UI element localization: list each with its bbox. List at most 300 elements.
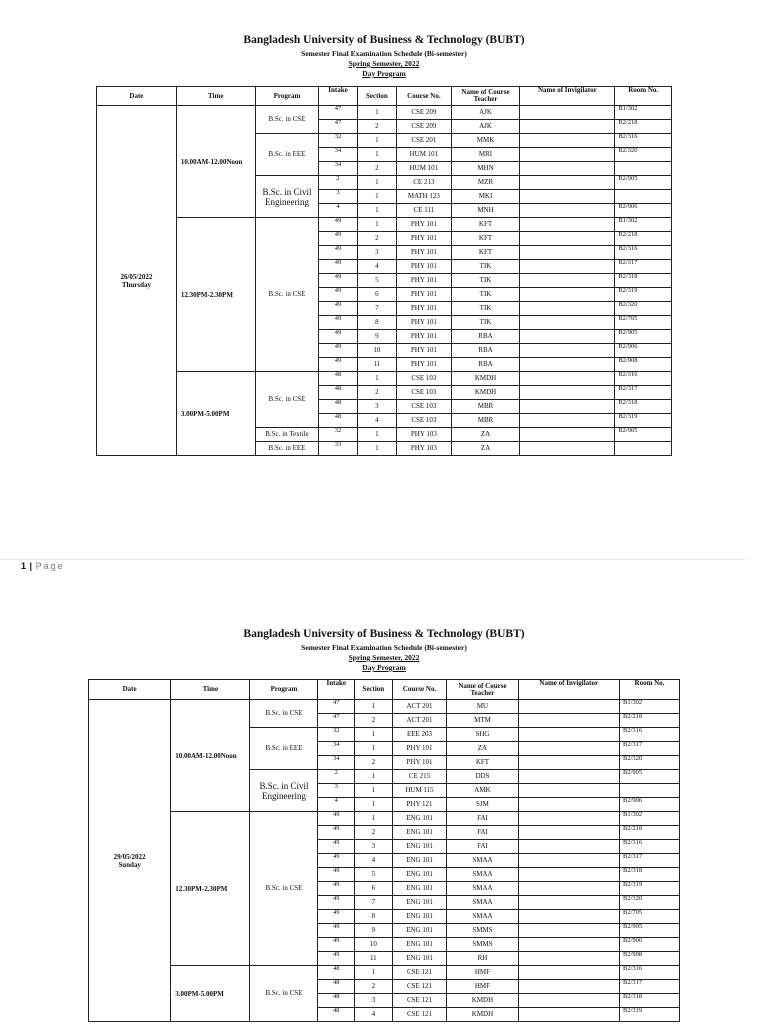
exam-day: Sunday: [118, 860, 141, 869]
page-footer: [21, 561, 65, 571]
program-cell: B.Sc. in CSE: [255, 106, 319, 134]
semester-label: Spring Semester, 2022: [348, 653, 420, 662]
invigilator-cell: [520, 120, 615, 134]
intake-cell: 48: [318, 966, 355, 980]
invigilator-cell: [518, 896, 620, 910]
room-cell: B2/320: [615, 148, 672, 162]
program-cell: B.Sc. in CSE: [250, 966, 318, 1022]
intake-cell: 32: [319, 134, 357, 148]
teacher-cell: KMDH: [447, 994, 518, 1008]
intake-cell: 49: [319, 344, 357, 358]
intake-cell: 49: [318, 826, 355, 840]
invigilator-cell: [520, 316, 615, 330]
table-row: [89, 812, 680, 826]
section-cell: 1: [355, 728, 393, 742]
col-header-course: Course No.: [397, 87, 452, 106]
invigilator-cell: [518, 840, 620, 854]
teacher-cell: SJM: [447, 798, 518, 812]
exam-time-slot: 12.30PM-2.30PM: [176, 218, 255, 372]
section-cell: 3: [357, 246, 396, 260]
page-label: Page: [35, 561, 65, 571]
intake-cell: 47: [319, 106, 357, 120]
course-no-cell: CSE 103: [397, 372, 452, 386]
room-cell: B2/906: [620, 798, 680, 812]
section-cell: 1: [357, 190, 396, 204]
intake-cell: 48: [318, 1008, 355, 1022]
table-row: [97, 218, 672, 232]
course-no-cell: CE 111: [397, 204, 452, 218]
room-cell: B2/320: [615, 302, 672, 316]
course-no-cell: PHY 101: [397, 344, 452, 358]
teacher-cell: SMAA: [447, 882, 518, 896]
intake-cell: 48: [319, 414, 357, 428]
course-no-cell: CSE 121: [392, 980, 447, 994]
invigilator-cell: [518, 966, 620, 980]
invigilator-cell: [518, 714, 620, 728]
teacher-cell: SMAA: [447, 868, 518, 882]
intake-cell: 49: [318, 938, 355, 952]
section-cell: 4: [357, 260, 396, 274]
course-no-cell: ENG 101: [392, 882, 447, 896]
program-cell: B.Sc. in CSE: [255, 218, 319, 372]
intake-cell: 49: [318, 896, 355, 910]
intake-cell: 49: [319, 330, 357, 344]
intake-cell: 49: [318, 910, 355, 924]
exam-time-slot: 10.00AM-12.00Noon: [171, 700, 250, 812]
program-cell: B.Sc. in EEE: [250, 728, 318, 770]
teacher-cell: SHG: [447, 728, 518, 742]
invigilator-cell: [520, 442, 615, 456]
intake-cell: 49: [319, 246, 357, 260]
program-cell: B.Sc. in Civil Engineering: [250, 770, 318, 812]
course-no-cell: PHY 101: [397, 330, 452, 344]
teacher-cell: ZA: [451, 428, 520, 442]
course-no-cell: CE 213: [397, 176, 452, 190]
room-cell: B2/316: [620, 966, 680, 980]
invigilator-cell: [518, 826, 620, 840]
invigilator-cell: [520, 400, 615, 414]
room-cell: B1/302: [620, 700, 680, 714]
course-no-cell: ENG 101: [392, 854, 447, 868]
teacher-cell: KFT: [447, 756, 518, 770]
invigilator-cell: [520, 218, 615, 232]
table-row: [97, 372, 672, 386]
teacher-cell: KFT: [451, 232, 520, 246]
room-cell: B2/218: [615, 120, 672, 134]
program-cell: B.Sc. in CSE: [250, 812, 318, 966]
teacher-cell: TIK: [451, 274, 520, 288]
invigilator-cell: [520, 204, 615, 218]
intake-cell: 49: [319, 316, 357, 330]
teacher-cell: MMK: [451, 134, 520, 148]
course-no-cell: CSE 201: [397, 134, 452, 148]
course-no-cell: ENG 101: [392, 826, 447, 840]
intake-cell: 49: [319, 288, 357, 302]
intake-cell: 2: [319, 176, 357, 190]
room-cell: B2/320: [620, 896, 680, 910]
col-header-date: Date: [97, 87, 177, 106]
program-cell: B.Sc. in CSE: [255, 372, 319, 428]
intake-cell: 34: [318, 756, 355, 770]
section-cell: 1: [355, 784, 393, 798]
intake-cell: 48: [319, 372, 357, 386]
intake-cell: 48: [319, 386, 357, 400]
section-cell: 9: [357, 330, 396, 344]
room-cell: B2/906: [615, 204, 672, 218]
room-cell: B2/218: [615, 232, 672, 246]
teacher-cell: MRI: [451, 148, 520, 162]
course-no-cell: CSE 209: [397, 120, 452, 134]
section-cell: 5: [357, 274, 396, 288]
section-cell: 3: [357, 400, 396, 414]
course-no-cell: PHY 101: [397, 246, 452, 260]
section-cell: 11: [355, 952, 393, 966]
intake-cell: 49: [318, 812, 355, 826]
invigilator-cell: [518, 952, 620, 966]
course-no-cell: ENG 101: [392, 938, 447, 952]
course-no-cell: EEE 203: [392, 728, 447, 742]
intake-cell: 49: [319, 260, 357, 274]
room-cell: B2/317: [620, 742, 680, 756]
col-header-room: Room No.: [620, 680, 680, 700]
room-cell: B1/302: [620, 812, 680, 826]
room-cell: [615, 190, 672, 204]
teacher-cell: MZR: [451, 176, 520, 190]
teacher-cell: FAI: [447, 840, 518, 854]
teacher-cell: KMDH: [447, 1008, 518, 1022]
col-header-intake: Intake: [319, 87, 357, 106]
col-header-course: Course No.: [392, 680, 447, 700]
intake-cell: 49: [319, 358, 357, 372]
course-no-cell: ENG 101: [392, 812, 447, 826]
intake-cell: 49: [319, 302, 357, 316]
exam-date: 26/05/2022: [120, 272, 153, 281]
teacher-cell: TIK: [451, 260, 520, 274]
invigilator-cell: [518, 1008, 620, 1022]
invigilator-cell: [518, 980, 620, 994]
section-cell: 2: [355, 980, 393, 994]
teacher-cell: SMAA: [447, 896, 518, 910]
course-no-cell: CSE 121: [392, 966, 447, 980]
program-label: Day Program: [362, 69, 406, 78]
teacher-cell: SMAA: [447, 854, 518, 868]
room-cell: B2/908: [620, 952, 680, 966]
section-cell: 2: [357, 232, 396, 246]
section-cell: 11: [357, 358, 396, 372]
room-cell: B1/302: [615, 106, 672, 120]
section-cell: 8: [355, 910, 393, 924]
teacher-cell: AJK: [451, 106, 520, 120]
university-title: Bangladesh University of Business & Technology (BUBT): [243, 34, 525, 46]
room-cell: B2/316: [615, 246, 672, 260]
intake-cell: 49: [319, 218, 357, 232]
room-cell: B2/316: [620, 728, 680, 742]
room-cell: B2/317: [620, 980, 680, 994]
invigilator-cell: [520, 414, 615, 428]
room-cell: B2/316: [620, 840, 680, 854]
invigilator-cell: [518, 910, 620, 924]
section-cell: 10: [355, 938, 393, 952]
course-no-cell: ENG 101: [392, 868, 447, 882]
intake-cell: 47: [319, 120, 357, 134]
program-cell: B.Sc. in CSE: [250, 700, 318, 728]
invigilator-cell: [520, 134, 615, 148]
col-header-program: Program: [255, 87, 319, 106]
exam-date: 29/05/2022: [113, 852, 146, 861]
section-cell: 2: [357, 162, 396, 176]
teacher-cell: HMF: [447, 966, 518, 980]
room-cell: B2/905: [615, 330, 672, 344]
exam-time-slot: 10.00AM-12.00Noon: [176, 106, 255, 218]
course-no-cell: ENG 101: [392, 952, 447, 966]
section-cell: 2: [357, 386, 396, 400]
teacher-cell: AMK: [447, 784, 518, 798]
room-cell: B2/905: [620, 924, 680, 938]
section-cell: 1: [357, 204, 396, 218]
course-no-cell: PHY 101: [397, 232, 452, 246]
intake-cell: 49: [318, 952, 355, 966]
invigilator-cell: [520, 330, 615, 344]
room-cell: B2/316: [615, 372, 672, 386]
intake-cell: 48: [319, 400, 357, 414]
section-cell: 2: [355, 826, 393, 840]
invigilator-cell: [520, 176, 615, 190]
room-cell: B2/218: [620, 714, 680, 728]
room-cell: B2/318: [615, 274, 672, 288]
invigilator-cell: [518, 728, 620, 742]
invigilator-cell: [518, 784, 620, 798]
intake-cell: 3: [318, 784, 355, 798]
col-header-section: Section: [355, 680, 393, 700]
invigilator-cell: [518, 742, 620, 756]
room-cell: B2/705: [620, 910, 680, 924]
section-cell: 1: [357, 218, 396, 232]
invigilator-cell: [518, 756, 620, 770]
course-no-cell: HUM 115: [392, 784, 447, 798]
invigilator-cell: [520, 274, 615, 288]
room-cell: B2/317: [615, 260, 672, 274]
teacher-cell: MBR: [451, 400, 520, 414]
invigilator-cell: [520, 260, 615, 274]
teacher-cell: KFT: [451, 246, 520, 260]
intake-cell: 49: [318, 854, 355, 868]
room-cell: B2/218: [620, 826, 680, 840]
col-header-teacher: Name of Course Teacher: [451, 87, 520, 106]
exam-time-slot: 12.30PM-2.30PM: [171, 812, 250, 966]
section-cell: 8: [357, 316, 396, 330]
intake-cell: 34: [319, 162, 357, 176]
course-no-cell: ACT 201: [392, 714, 447, 728]
section-cell: 2: [357, 120, 396, 134]
course-no-cell: ENG 101: [392, 896, 447, 910]
intake-cell: 48: [318, 980, 355, 994]
section-cell: 1: [355, 700, 393, 714]
col-header-date: Date: [89, 680, 171, 700]
teacher-cell: HMF: [447, 980, 518, 994]
course-no-cell: ENG 101: [392, 840, 447, 854]
invigilator-cell: [520, 106, 615, 120]
teacher-cell: TIK: [451, 288, 520, 302]
section-cell: 1: [357, 442, 396, 456]
room-cell: B2/319: [620, 1008, 680, 1022]
invigilator-cell: [520, 358, 615, 372]
intake-cell: 49: [318, 924, 355, 938]
course-no-cell: CSE 103: [397, 400, 452, 414]
program-cell: B.Sc. in Textile: [255, 428, 319, 442]
col-header-program: Program: [250, 680, 318, 700]
teacher-cell: MU: [447, 700, 518, 714]
course-no-cell: PHY 101: [397, 288, 452, 302]
room-cell: B2/908: [615, 358, 672, 372]
section-cell: 4: [355, 1008, 393, 1022]
section-cell: 1: [357, 428, 396, 442]
course-no-cell: PHY 121: [392, 798, 447, 812]
invigilator-cell: [518, 938, 620, 952]
program-cell: B.Sc. in EEE: [255, 134, 319, 176]
table-header-row: [97, 87, 672, 106]
teacher-cell: ZA: [451, 442, 520, 456]
room-cell: B2/320: [620, 756, 680, 770]
section-cell: 1: [357, 134, 396, 148]
col-header-teacher: Name of Course Teacher: [447, 680, 518, 700]
teacher-cell: AJK: [451, 120, 520, 134]
room-cell: B1/302: [615, 218, 672, 232]
invigilator-cell: [518, 700, 620, 714]
section-cell: 7: [357, 302, 396, 316]
section-cell: 1: [357, 148, 396, 162]
intake-cell: 4: [318, 798, 355, 812]
course-no-cell: ENG 101: [392, 924, 447, 938]
page-footer-rule: [0, 559, 745, 560]
teacher-cell: FAI: [447, 826, 518, 840]
intake-cell: 32: [319, 428, 357, 442]
col-header-invigilator: Name of Invigilator: [518, 680, 620, 700]
room-cell: [620, 784, 680, 798]
invigilator-cell: [520, 190, 615, 204]
teacher-cell: KFT: [451, 218, 520, 232]
section-cell: 5: [355, 868, 393, 882]
col-header-section: Section: [357, 87, 396, 106]
intake-cell: 49: [319, 232, 357, 246]
intake-cell: 47: [318, 700, 355, 714]
room-cell: B2/318: [620, 868, 680, 882]
teacher-cell: RBA: [451, 358, 520, 372]
section-cell: 7: [355, 896, 393, 910]
university-title: Bangladesh University of Business & Technology (BUBT): [243, 628, 525, 640]
invigilator-cell: [520, 148, 615, 162]
invigilator-cell: [518, 854, 620, 868]
table-row: [97, 106, 672, 120]
invigilator-cell: [520, 386, 615, 400]
invigilator-cell: [520, 372, 615, 386]
teacher-cell: KMDH: [451, 372, 520, 386]
course-no-cell: PHY 101: [397, 316, 452, 330]
teacher-cell: MBR: [451, 414, 520, 428]
section-cell: 2: [355, 714, 393, 728]
course-no-cell: HUM 101: [397, 148, 452, 162]
invigilator-cell: [520, 428, 615, 442]
teacher-cell: FAI: [447, 812, 518, 826]
invigilator-cell: [518, 868, 620, 882]
intake-cell: 49: [319, 274, 357, 288]
invigilator-cell: [520, 246, 615, 260]
teacher-cell: TIK: [451, 316, 520, 330]
section-cell: 9: [355, 924, 393, 938]
exam-time-slot: 3.00PM-5.00PM: [176, 372, 255, 456]
col-header-time: Time: [171, 680, 250, 700]
room-cell: B2/319: [620, 882, 680, 896]
invigilator-cell: [520, 162, 615, 176]
course-no-cell: ENG 101: [392, 910, 447, 924]
invigilator-cell: [520, 232, 615, 246]
table-header-row: [89, 680, 680, 700]
course-no-cell: PHY 101: [397, 358, 452, 372]
course-no-cell: CSE 121: [392, 994, 447, 1008]
teacher-cell: RBA: [451, 330, 520, 344]
room-cell: B2/906: [620, 938, 680, 952]
room-cell: B2/905: [620, 770, 680, 784]
teacher-cell: MTM: [447, 714, 518, 728]
room-cell: [615, 162, 672, 176]
col-header-room: Room No.: [615, 87, 672, 106]
section-cell: 6: [357, 288, 396, 302]
exam-time-slot: 3.00PM-5.00PM: [171, 966, 250, 1022]
course-no-cell: CSE 103: [397, 386, 452, 400]
course-no-cell: CE 215: [392, 770, 447, 784]
room-cell: B2/319: [615, 414, 672, 428]
intake-cell: 48: [318, 994, 355, 1008]
section-cell: 4: [355, 854, 393, 868]
teacher-cell: MHN: [451, 162, 520, 176]
invigilator-cell: [518, 770, 620, 784]
section-cell: 1: [355, 770, 393, 784]
room-cell: B2/318: [620, 994, 680, 1008]
section-cell: 3: [355, 994, 393, 1008]
intake-cell: 49: [318, 882, 355, 896]
course-no-cell: PHY 101: [397, 274, 452, 288]
invigilator-cell: [518, 798, 620, 812]
exam-date-cell: [89, 700, 171, 1022]
col-header-time: Time: [176, 87, 255, 106]
exam-day: Thursday: [121, 280, 151, 289]
teacher-cell: DDS: [447, 770, 518, 784]
teacher-cell: SMAA: [447, 910, 518, 924]
room-cell: B2/905: [615, 428, 672, 442]
intake-cell: 32: [318, 728, 355, 742]
room-cell: B2/906: [615, 344, 672, 358]
course-no-cell: CSE 209: [397, 106, 452, 120]
intake-cell: 34: [319, 148, 357, 162]
course-no-cell: PHY 101: [397, 218, 452, 232]
room-cell: [615, 442, 672, 456]
invigilator-cell: [520, 344, 615, 358]
exam-date-cell: [97, 106, 177, 456]
exam-schedule-table-page1: [96, 86, 672, 456]
teacher-cell: TIK: [451, 302, 520, 316]
section-cell: 1: [357, 372, 396, 386]
page-separator: |: [29, 561, 33, 571]
course-no-cell: PHY 103: [397, 442, 452, 456]
program-cell: B.Sc. in Civil Engineering: [255, 176, 319, 218]
teacher-cell: ZA: [447, 742, 518, 756]
course-no-cell: MATH 123: [397, 190, 452, 204]
teacher-cell: MKI: [451, 190, 520, 204]
section-cell: 3: [355, 840, 393, 854]
course-no-cell: PHY 103: [397, 428, 452, 442]
col-header-intake: Intake: [318, 680, 355, 700]
intake-cell: 33: [319, 442, 357, 456]
section-cell: 6: [355, 882, 393, 896]
